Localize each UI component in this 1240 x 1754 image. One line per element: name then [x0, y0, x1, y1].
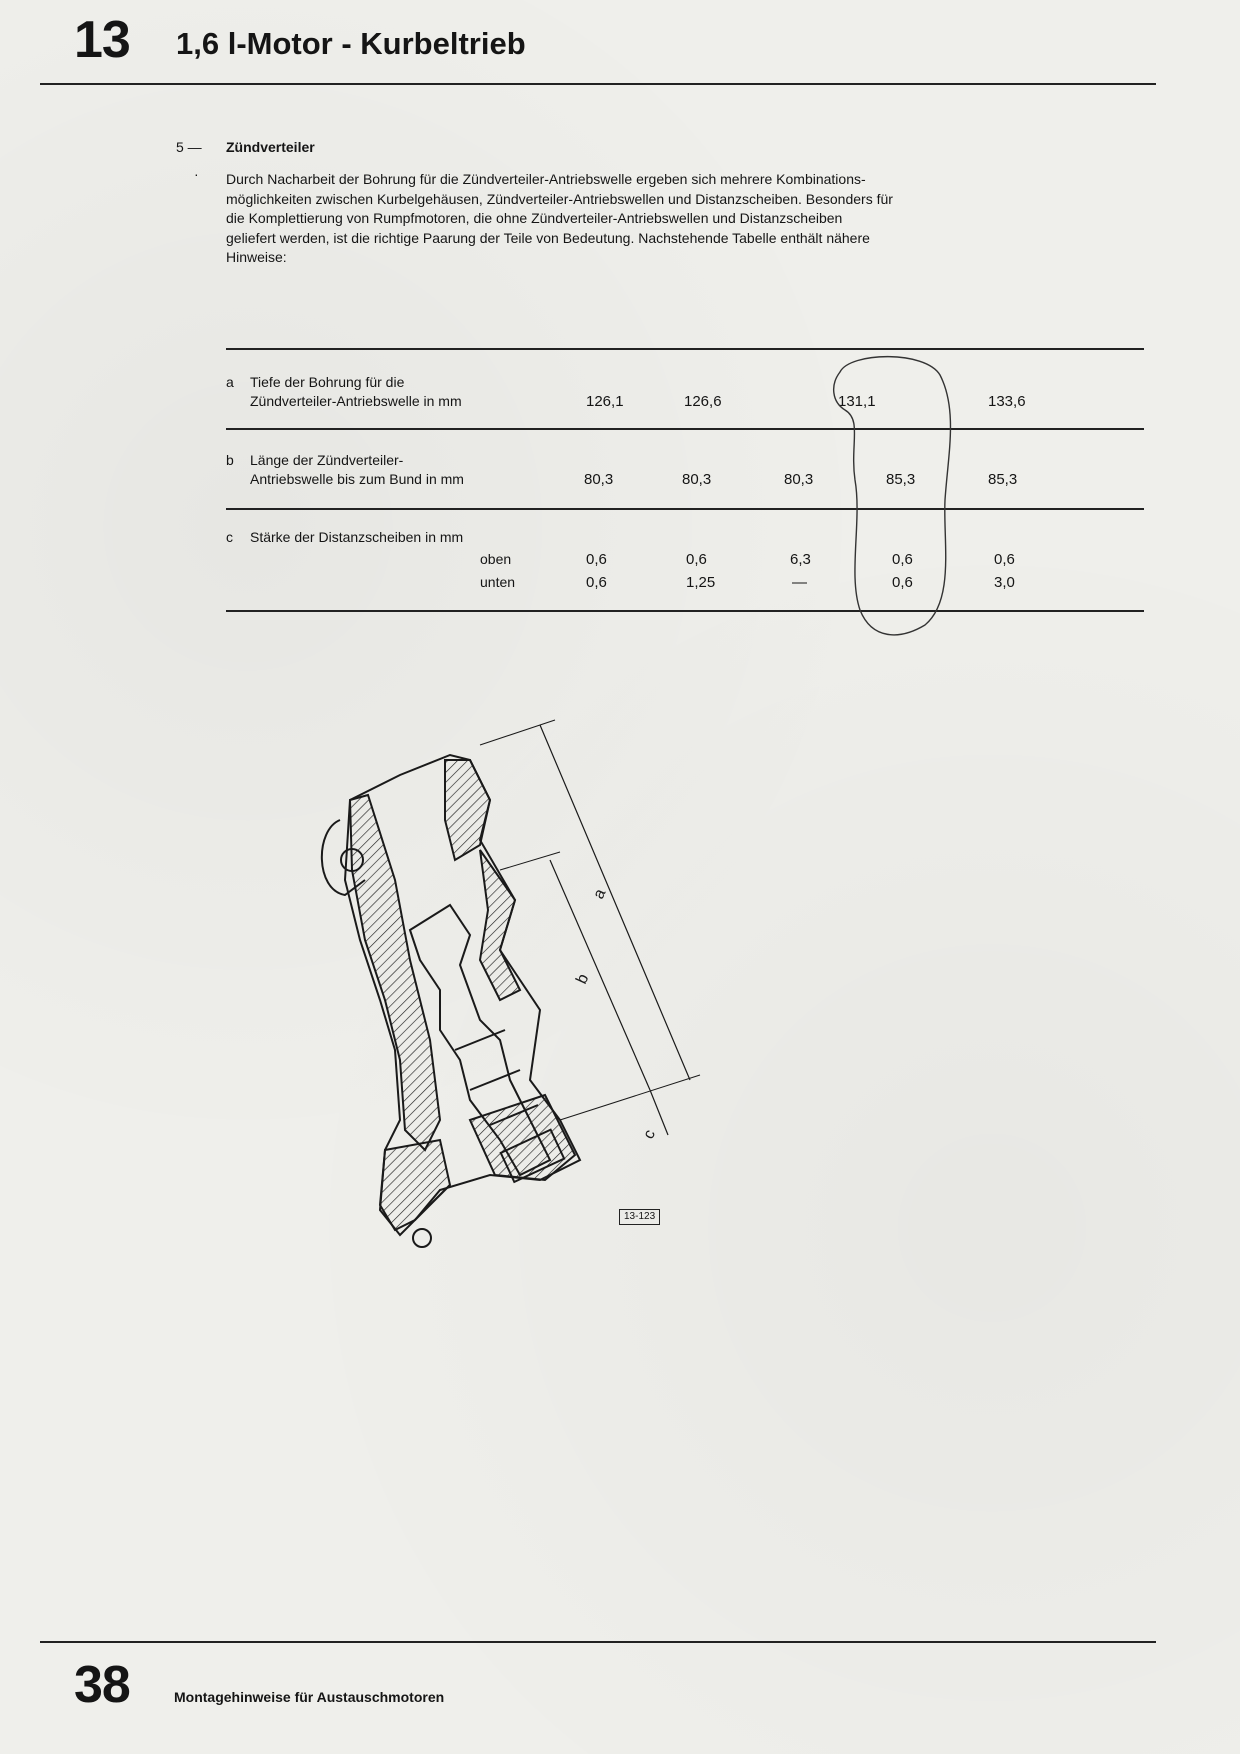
- dimension-line-c: [650, 1090, 668, 1135]
- row-c-sub-oben: oben: [480, 551, 512, 567]
- housing-wall-hatch-left: [350, 795, 440, 1150]
- row-c-unten-4: 0,6: [892, 574, 913, 591]
- shaft-collar-1: [455, 1030, 505, 1050]
- row-a-value-4: 131,1: [838, 393, 876, 410]
- cross-section-figure: [322, 720, 700, 1247]
- row-a-label-line2: Zündverteiler-Antriebswelle in mm: [250, 393, 462, 409]
- row-c-oben-4: 0,6: [892, 551, 913, 568]
- intro-line: Durch Nacharbeit der Bohrung für die Zündverteiler-Antriebswelle ergeben sich mehrere Kombinations-: [226, 171, 866, 187]
- footer-rule: [40, 1641, 1156, 1643]
- row-c-key: c: [226, 529, 233, 545]
- intro-line: die Komplettierung von Rumpfmotoren, die ohne Zündverteiler-Antriebswellen und Distanzscheiben: [226, 210, 843, 226]
- row-c-oben-3: 6,3: [790, 551, 811, 568]
- row-c-oben-5: 0,6: [994, 551, 1015, 568]
- dimension-labels: [573, 886, 659, 1141]
- row-a-value-5: 133,6: [988, 393, 1026, 410]
- item-number: 5 —: [176, 139, 202, 155]
- item-title: Zündverteiler: [226, 139, 315, 155]
- footer-text: Montagehinweise für Austauschmotoren: [174, 1689, 445, 1705]
- dimension-label-b: b: [573, 971, 593, 987]
- bullet-dot: ·: [194, 166, 199, 182]
- row-c-unten-5: 3,0: [994, 574, 1015, 591]
- intro-line: möglichkeiten zwischen Kurbelgehäusen, Zündverteiler-Antriebswellen und Distanzscheiben. Besonders für: [226, 190, 893, 207]
- row-c-sub-unten: unten: [480, 574, 516, 590]
- row-b-value-2: 80,3: [682, 471, 712, 488]
- extension-line-bottom: [560, 1075, 700, 1120]
- handwritten-circle-mark: [834, 357, 951, 635]
- row-a-label-line1: Tiefe der Bohrung für die: [250, 374, 405, 390]
- row-c-label: Stärke der Distanzscheiben in mm: [250, 529, 464, 545]
- row-c-unten-3: —: [792, 574, 807, 591]
- figure-code-label: 13-123: [619, 1209, 660, 1225]
- row-a-value-1: 126,1: [586, 393, 624, 410]
- row-b-value-4: 85,3: [886, 471, 916, 488]
- row-b-value-1: 80,3: [584, 471, 614, 488]
- row-b-value-3: 80,3: [784, 471, 814, 488]
- mounting-hole-bottom: [413, 1229, 431, 1247]
- row-a-key: a: [226, 374, 234, 390]
- row-b-value-5: 85,3: [988, 471, 1018, 488]
- chapter-title: 1,6 l-Motor - Kurbeltrieb: [176, 26, 526, 61]
- intro-line: geliefert werden, ist die richtige Paarung der Teile von Bedeutung. Nachstehende Tabelle enthält nähere: [226, 229, 870, 246]
- row-b-label-line2: Antriebswelle bis zum Bund in mm: [250, 471, 464, 487]
- row-a-value-2: 126,6: [684, 393, 722, 410]
- housing-wall-hatch-bottom: [470, 1095, 575, 1180]
- row-c-unten-1: 0,6: [586, 574, 607, 591]
- row-c-oben-1: 0,6: [586, 551, 607, 568]
- row-b-key: b: [226, 452, 234, 468]
- page-number: 38: [74, 1656, 130, 1714]
- row-c-oben-2: 0,6: [686, 551, 707, 568]
- chapter-number: 13: [74, 11, 130, 69]
- row-b-label-line1: Länge der Zündverteiler-: [250, 452, 404, 468]
- dimension-label-a: a: [590, 886, 610, 902]
- dimension-line-a: [540, 725, 690, 1080]
- dimension-label-c: c: [640, 1127, 660, 1142]
- row-c-unten-2: 1,25: [686, 574, 716, 591]
- intro-line: Hinweise:: [226, 249, 287, 265]
- housing-base-hatch: [380, 1140, 450, 1230]
